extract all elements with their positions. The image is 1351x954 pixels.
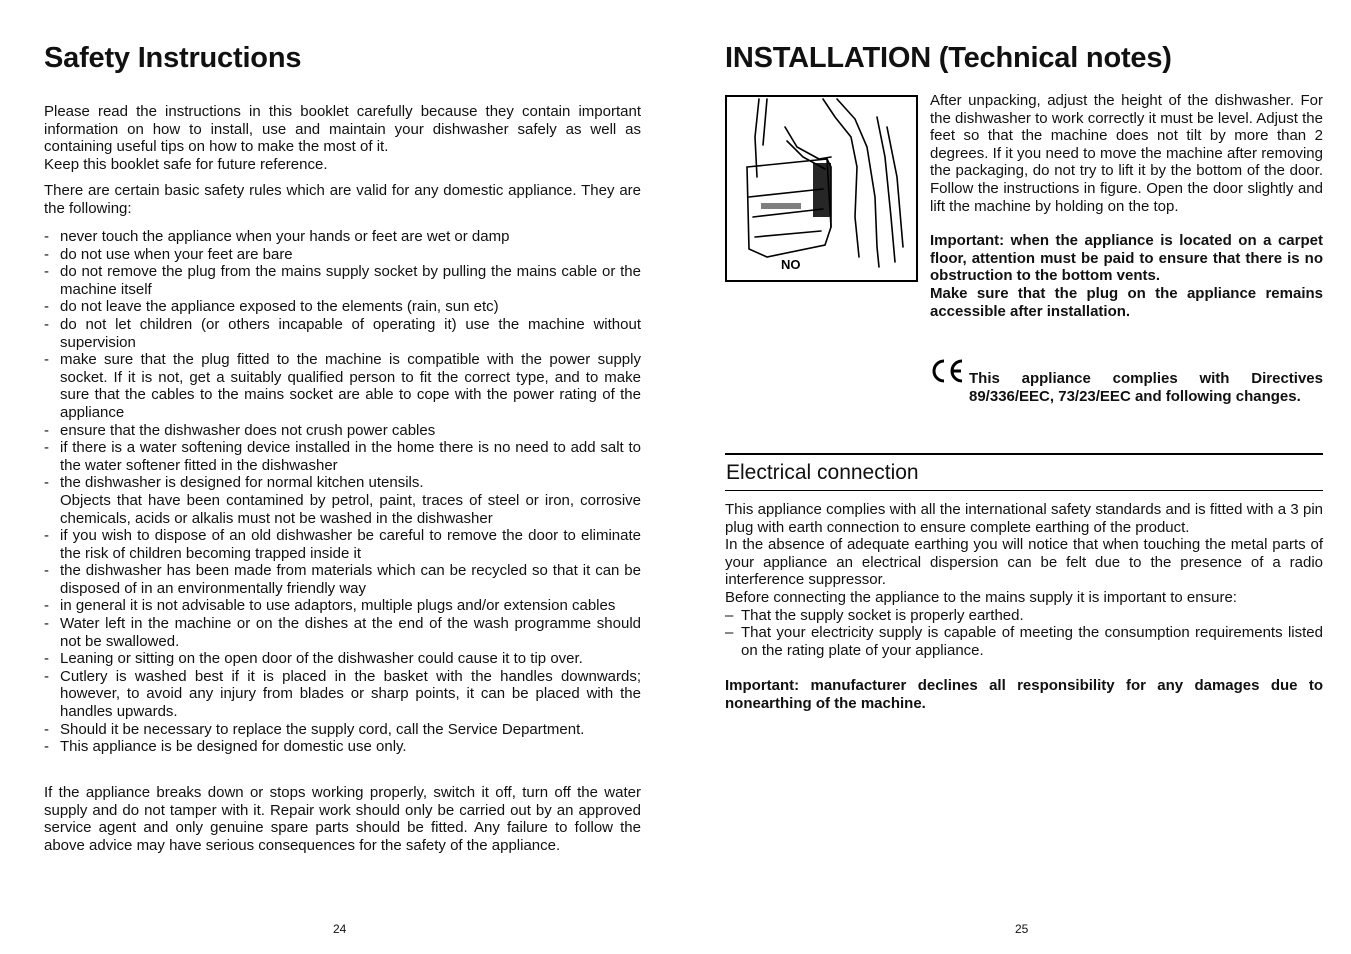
figure-label: NO — [781, 257, 801, 272]
list-item: - the dishwasher has been made from materials which can be recycled so that it can be disposed of in an environmentally friendly way — [44, 562, 641, 597]
section-heading: Electrical connection — [726, 461, 919, 484]
list-item: - if there is a water softening device installed in the home there is no need to add salt to the water softener fitted in the dishwasher — [44, 439, 641, 474]
list-item: - Should it be necessary to replace the supply cord, call the Service Department. — [44, 720, 585, 738]
list-item: - do not remove the plug from the mains supply socket by pulling the mains cable or the machine itself — [44, 263, 641, 298]
ce-text: This appliance complies with Directives 89/336/EEC, 73/23/EEC and following changes. — [969, 370, 1323, 405]
list-item: - Leaning or sitting on the open door of the dishwasher could cause it to tip over. — [44, 650, 583, 668]
page-number: 24 — [333, 922, 347, 936]
installation-notes — [930, 92, 1323, 320]
list-item: - do not use when your feet are bare — [44, 245, 293, 263]
intro-paragraph: Please read the instructions in this booklet carefully because they contain important information on how to install, use and maintain your dishwasher safely as well as containing useful tips on how to make the most of it. Keep this booklet safe for future reference. — [44, 103, 641, 173]
list-item: - if you wish to dispose of an old dishwasher be careful to remove the door to eliminate the risk of children becoming trapped inside it — [44, 527, 641, 562]
list-item: - never touch the appliance when your hands or feet are wet or damp — [44, 228, 510, 245]
install-paragraph: After unpacking, adjust the height of the dishwasher. For the dishwasher to work correctly it must be level. Adjust the feet so that the machine does not tilt by more than 2 degrees. If it you need to move the machine after removing the packaging, do not try to lift it by the bottom of the door. Follow the instructions in figure. Open the door slightly and lift the machine by holding on the top. — [930, 92, 1323, 215]
lifting-dishwasher-figure — [725, 95, 918, 282]
lifting-illustration — [727, 97, 916, 280]
ce-compliance — [930, 355, 1323, 420]
section-divider — [725, 453, 1323, 455]
section-divider — [725, 490, 1323, 491]
list-item: - in general it is not advisable to use adaptors, multiple plugs and/or extension cables — [44, 597, 616, 615]
list-item: - the dishwasher is designed for normal kitchen utensils. Objects that have been contamined by petrol, paint, traces of steel or iron, corrosive chemicals, acids or alkalis must not be washed in the dishwasher — [44, 474, 641, 527]
left-page — [44, 0, 641, 954]
intro-section — [44, 103, 641, 227]
electrical-connection-section — [725, 501, 1323, 659]
intro-paragraph: There are certain basic safety rules which are valid for any domestic appliance. They are the following: — [44, 182, 641, 217]
closing-paragraph: If the appliance breaks down or stops working properly, switch it off, turn off the water supply and do not tamper with it. Repair work should only be carried out by an approved service agent and only genuine spare parts should be fitted. Any failure to follow the above advice may have serious consequences for the safety of the appliance. — [44, 784, 641, 854]
list-item: - This appliance is be designed for domestic use only. — [44, 738, 407, 756]
page-number: 25 — [1015, 922, 1029, 936]
list-item: – That the supply socket is properly earthed. — [725, 606, 1024, 624]
ce-mark-icon — [930, 357, 966, 385]
list-item: - Water left in the machine or on the dishes at the end of the wash programme should not be swallowed. — [44, 615, 641, 650]
list-item: – That your electricity supply is capable of meeting the consumption requirements listed on the rating plate of your appliance. — [725, 624, 1323, 659]
list-item: - ensure that the dishwasher does not crush power cables — [44, 421, 436, 439]
list-item: - Cutlery is washed best if it is placed in the basket with the handles downwards; however, to avoid any injury from blades or sharp points, it can be placed with the handles upwards. — [44, 667, 641, 721]
electrical-paragraph: Before connecting the appliance to the mains supply it is important to ensure: — [725, 588, 1237, 606]
list-item: - do not leave the appliance exposed to the elements (rain, sun etc) — [44, 298, 499, 316]
safety-rules-list — [44, 228, 641, 756]
right-page — [725, 0, 1323, 954]
important-note: Important: when the appliance is located on a carpet floor, attention must be paid to ensure that there is no obstruction to the bottom vents. — [930, 232, 1323, 285]
electrical-paragraph: This appliance complies with all the international safety standards and is fitted with a 3 pin plug with earth connection to ensure complete earthing of the product. — [725, 501, 1323, 536]
page-title: INSTALLATION (Technical notes) — [725, 42, 1172, 74]
list-item: - do not let children (or others incapable of operating it) use the machine without supervision — [44, 315, 641, 351]
electrical-paragraph: In the absence of adequate earthing you will notice that when touching the metal parts of your appliance an electrical dispersion can be felt due to the presence of a radio interference suppressor. — [725, 536, 1323, 589]
important-note: Important: manufacturer declines all responsibility for any damages due to nonearthing of the machine. — [725, 677, 1323, 712]
list-item: - make sure that the plug fitted to the machine is compatible with the power supply socket. If it is not, get a suitably qualified person to fit the correct type, and to make sure that the cables to the mains socket are able to cope with the power rating of the appliance — [44, 351, 641, 421]
page-title: Safety Instructions — [44, 42, 302, 74]
important-note: Make sure that the plug on the appliance remains accessible after installation. — [930, 284, 1323, 320]
